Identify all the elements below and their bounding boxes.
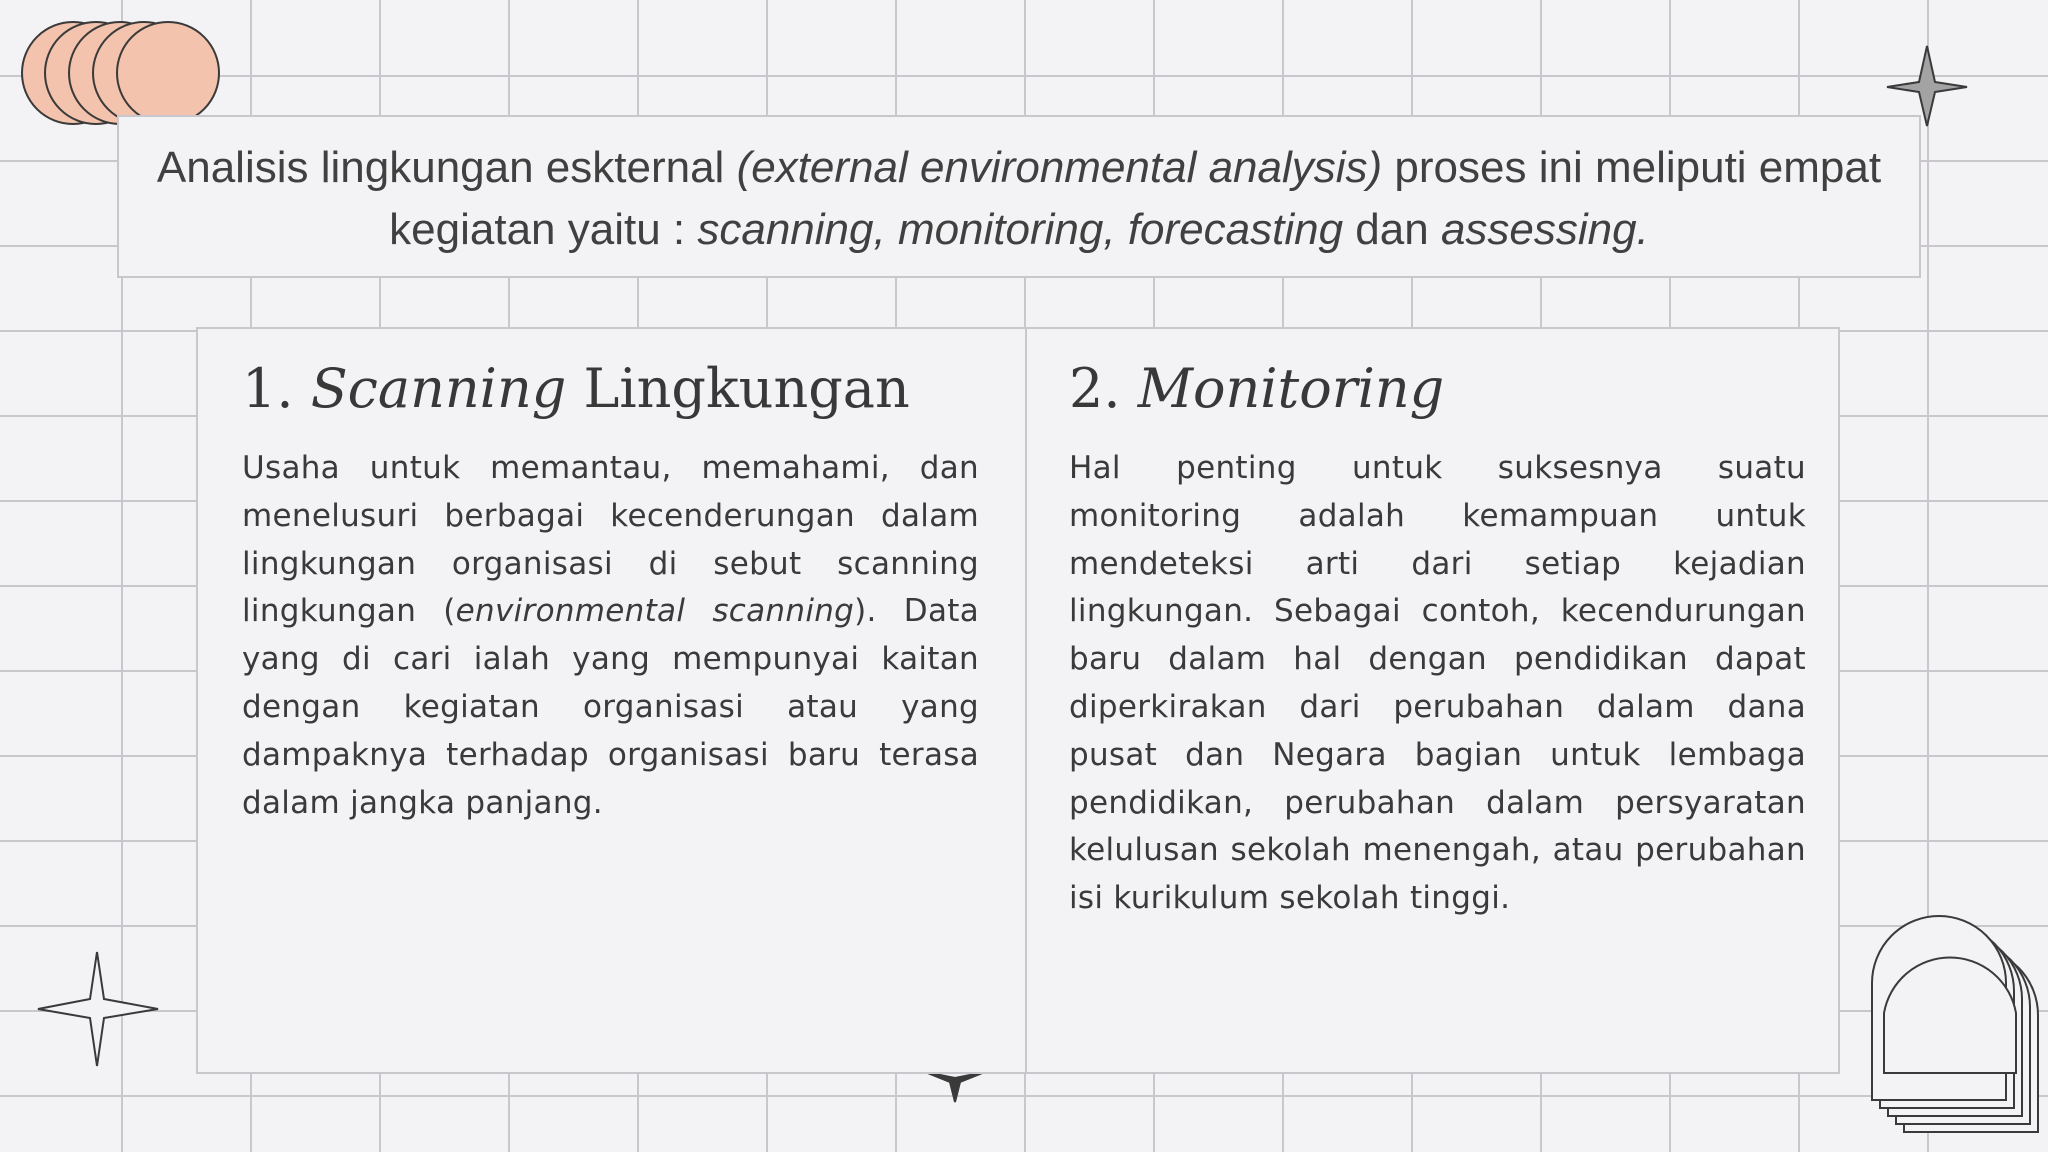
circle-cluster [22,22,219,124]
scanning-title: 1. Scanning Lingkungan [242,357,910,420]
scanning-column [242,351,979,827]
monitoring-body: Hal penting untuk suksesnya suatu monitoring adalah kemampuan untuk mendeteksi arti dari setiap kejadian lingkungan. Sebagai contoh, kecendurungan baru dalam hal dengan pendidikan dapat diperkirakan dari perubahan dalam dana pusat dan Negara bagian untuk lembaga pendidikan, perubahan dalam persyaratan kelulusan sekolah menengah, atau perubahan isi kurikulum sekolah tinggi. [1069,450,1806,917]
panel-divider [1025,329,1027,1072]
scanning-body: Usaha untuk memantau, memahami, dan menelusuri berbagai kecenderungan dalam lingkungan organisasi di sebut scanning lingkungan (environmental scanning). Data yang di cari ialah yang mempunyai kaitan dengan kegiatan organisasi atau yang dampaknya terhadap organisasi baru terasa dalam jangka panjang. [242,450,979,821]
star-icon [925,1072,985,1102]
monitoring-title: 2. Monitoring [1069,357,1445,420]
header-text: Analisis lingkungan eskternal (external environmental analysis) proses ini meliputi empat kegiatan yaitu : scanning, monitoring, forecasting dan assessing. [156,143,1882,254]
content-panels [196,327,1840,1074]
star-icon [38,952,158,1066]
monitoring-column [1069,351,1806,923]
arch-stack [1872,916,2038,1132]
header-box [117,115,1921,278]
star-icon [1887,46,1967,126]
